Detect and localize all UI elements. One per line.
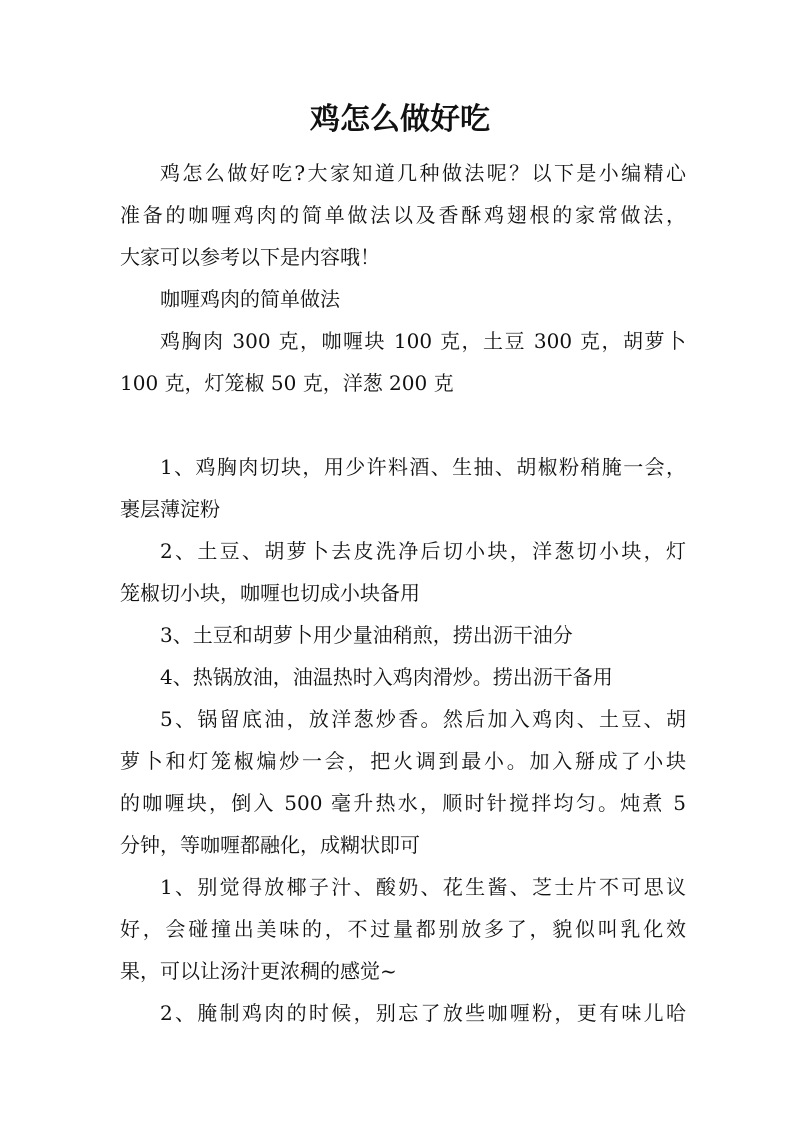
- paragraph: [120, 656, 686, 698]
- paragraph: [120, 530, 686, 614]
- paragraph: [120, 278, 686, 320]
- text-line: 笼椒切小块，咖喱也切成小块备用: [120, 581, 420, 605]
- paragraph: [120, 446, 686, 530]
- text-line: 咖喱鸡肉的简单做法: [160, 287, 340, 311]
- text-line: 的咖喱块，倒入 500 毫升热水，顺时针搅拌均匀。炖煮 5: [120, 791, 686, 815]
- text-line: 1、别觉得放椰子汁、酸奶、花生酱、芝士片不可思议: [160, 875, 686, 899]
- text-line: 鸡怎么做好吃?大家知道几种做法呢？以下是小编精心: [160, 161, 686, 185]
- text-line: 大家可以参考以下是内容哦！: [120, 245, 380, 269]
- paragraph: [120, 152, 686, 278]
- text-line: 100 克，灯笼椒 50 克，洋葱 200 克: [120, 371, 454, 395]
- text-line: 裹层薄淀粉: [120, 497, 220, 521]
- text-line: 2、腌制鸡肉的时候，别忘了放些咖喱粉，更有味儿哈: [160, 1001, 686, 1025]
- text-line: 好，会碰撞出美味的，不过量都别放多了，貌似叫乳化效: [120, 917, 686, 941]
- text-line: 果，可以让汤汁更浓稠的感觉~: [120, 959, 397, 983]
- paragraph: [120, 992, 686, 1034]
- document-title: 鸡怎么做好吃: [310, 102, 490, 137]
- paragraph: [120, 698, 686, 866]
- text-line: 2、土豆、胡萝卜去皮洗净后切小块，洋葱切小块，灯: [160, 539, 686, 563]
- text-line: 准备的咖喱鸡肉的简单做法以及香酥鸡翅根的家常做法，: [120, 203, 686, 227]
- text-line: 4、热锅放油，油温热时入鸡肉滑炒。捞出沥干备用: [160, 665, 613, 689]
- paragraph: [120, 614, 686, 656]
- text-line: 1、鸡胸肉切块，用少许料酒、生抽、胡椒粉稍腌一会，: [160, 455, 686, 479]
- text-line: 5、锅留底油，放洋葱炒香。然后加入鸡肉、土豆、胡: [160, 707, 686, 731]
- paragraph: [120, 866, 686, 992]
- text-line: 分钟，等咖喱都融化，成糊状即可: [120, 833, 420, 857]
- text-line: 鸡胸肉 300 克，咖喱块 100 克，土豆 300 克，胡萝卜: [160, 329, 686, 353]
- paragraph: [120, 320, 686, 404]
- document-body: [120, 152, 686, 1034]
- text-line: 萝卜和灯笼椒煸炒一会，把火调到最小。加入掰成了小块: [120, 749, 686, 773]
- text-line: 3、土豆和胡萝卜用少量油稍煎，捞出沥干油分: [160, 623, 573, 647]
